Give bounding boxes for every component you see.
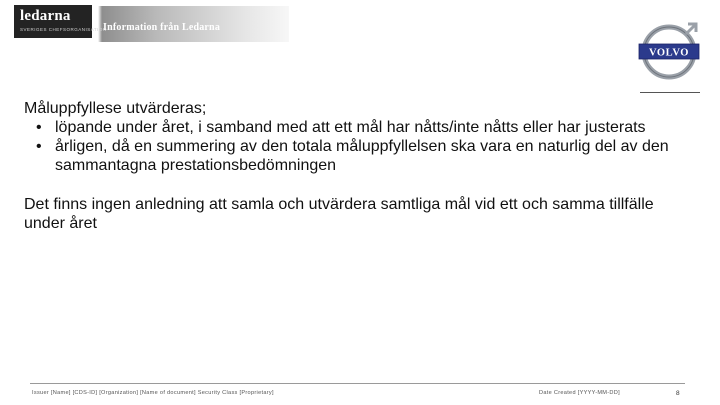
ledarna-logo <box>14 5 107 38</box>
logo-divider <box>640 92 700 93</box>
footer-date: Date Created [YYYY-MM-DD] <box>539 390 620 396</box>
footer-meta: Issuer [Name] [CDS-ID] [Organization] [Name of document] Security Class [Proprietary] <box>32 390 274 396</box>
content-paragraph: Det finns ingen anledning att samla och utvärdera samtliga mål vid ett och samma tillfälle under året <box>24 196 654 232</box>
bullet-text: årligen, då en summering av den totala måluppfyllelsen ska vara en naturlig del av den sammantagna prestationsbedömningen <box>55 138 669 174</box>
logo-tagline: SVERIGES CHEFSORGANISATION <box>20 27 107 32</box>
bullet-item <box>30 137 696 175</box>
volvo-logo-icon <box>636 20 702 82</box>
footer-divider <box>30 383 685 384</box>
slide-content <box>24 99 696 233</box>
bullet-symbol: • <box>36 138 42 155</box>
content-heading: Måluppfyllese utvärderas; <box>24 100 207 117</box>
bullet-list <box>24 118 696 175</box>
volvo-wordmark: VOLVO <box>648 47 690 59</box>
page-number: 8 <box>676 390 680 397</box>
header-title: Information från Ledarna <box>103 22 221 33</box>
bullet-item <box>30 118 696 137</box>
bullet-text: löpande under året, i samband med att ett mål har nåtts/inte nåtts eller har justerats <box>55 119 646 136</box>
logo-name: ledarna <box>20 8 71 24</box>
bullet-symbol: • <box>36 119 42 136</box>
